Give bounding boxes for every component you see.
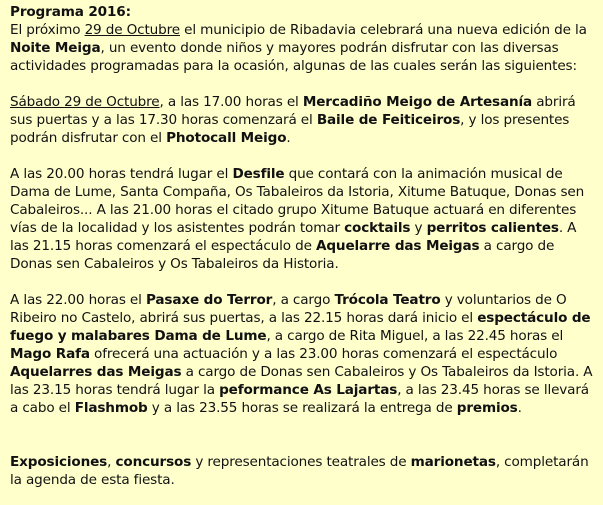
bold-text: Noite Meiga	[10, 40, 101, 56]
text-run: .	[517, 400, 522, 416]
underlined-date: 29 de Octubre	[84, 22, 180, 38]
text-run: y	[410, 220, 427, 236]
text-run: a cargo de Donas sen Cabaleiros y Os Tabaleiros da Istoria. A las 23.15 horas tendrá lugar la	[10, 364, 593, 398]
text-run: , un evento donde niños y mayores podrán disfrutar con las diversas actividades programadas para la ocasión, algunas de las cuales serán las siguientes:	[10, 40, 577, 74]
bold-text: marionetas	[410, 454, 496, 470]
bold-text: Mercadiño Meigo de Artesanía	[302, 94, 533, 110]
bold-text: Photocall Meigo	[166, 130, 287, 146]
paragraph-parade	[10, 165, 597, 273]
bold-text: perritos calientes	[426, 220, 559, 236]
text-run: abrirá sus puertas y a las 17.30 horas comenzará el	[10, 94, 576, 128]
bold-text: Exposiciones	[10, 454, 108, 470]
bold-text: cocktails	[344, 220, 411, 236]
program-heading: Programa 2016:	[10, 4, 131, 20]
bold-text: concursos	[115, 454, 192, 470]
text-run: . A las 21.15 horas comenzará el espectáculo de	[10, 220, 577, 254]
bold-text: premios	[456, 400, 518, 416]
bold-text: Aquelarre das Meigas	[315, 238, 480, 254]
bold-text: Flashmob	[74, 400, 148, 416]
text-run: , a las 23.45 horas se llevará a cabo el	[10, 382, 589, 416]
text-run: A las 22.00 horas el	[10, 292, 146, 308]
text-run: ofrecerá una actuación y a las 23.00 horas comenzará el espectáculo	[89, 346, 558, 362]
bold-text: Pasaxe do Terror	[145, 292, 273, 308]
bold-text: Baile de Feiticeiros	[316, 112, 461, 128]
bold-text: Trócola Teatro	[334, 292, 441, 308]
text-run: El próximo	[10, 22, 85, 38]
text-run: a cargo de Donas sen Cabaleiros y Os Tabaleiros da Historia.	[10, 238, 555, 272]
bold-text: Aquelarres das Meigas	[10, 364, 182, 380]
text-run: A las 20.00 horas tendrá lugar el	[10, 166, 233, 182]
text-run: .	[286, 130, 291, 146]
text-run: ,	[107, 454, 116, 470]
text-run: , a cargo	[272, 292, 335, 308]
text-run: y voluntarios de O Ribeiro no Castelo, abrirá sus puertas, a las 22.15 horas dará inicio el	[10, 292, 567, 326]
text-run: y representaciones teatrales de	[191, 454, 411, 470]
bold-text: espectáculo de fuego y malabares Dama de Lume	[10, 310, 591, 344]
bold-text: Desfile	[232, 166, 285, 182]
text-run: , a las 17.00 horas el	[159, 94, 303, 110]
paragraph-terror	[10, 291, 597, 417]
paragraph-intro	[10, 21, 597, 75]
underlined-date: Sábado 29 de Octubre	[10, 94, 160, 110]
paragraph-closing	[10, 453, 597, 489]
text-run: , a cargo de Rita Miguel, a las 22.45 horas el	[266, 328, 564, 344]
text-run: y a las 23.55 horas se realizará la entrega de	[147, 400, 457, 416]
text-run: , completarán la agenda de esta fiesta.	[10, 454, 589, 488]
text-run: , y los presentes podrán disfrutar con el	[10, 112, 570, 146]
text-run: que contará con la animación musical de Dama de Lume, Santa Compaña, Os Tabaleiros da Istoria, Xitume Batuque, Donas sen Cabaleiros... A las 21.00 horas el citado grupo Xitume Batuque actuará en diferentes vías de la localidad y los asistentes podrán tomar	[10, 166, 585, 236]
bold-text: peformance As Lajartas	[219, 382, 398, 398]
paragraph-saturday	[10, 93, 597, 147]
text-run: el municipio de Ribadavia celebrará una nueva edición de la	[179, 22, 587, 38]
bold-text: Mago Rafa	[10, 346, 90, 362]
